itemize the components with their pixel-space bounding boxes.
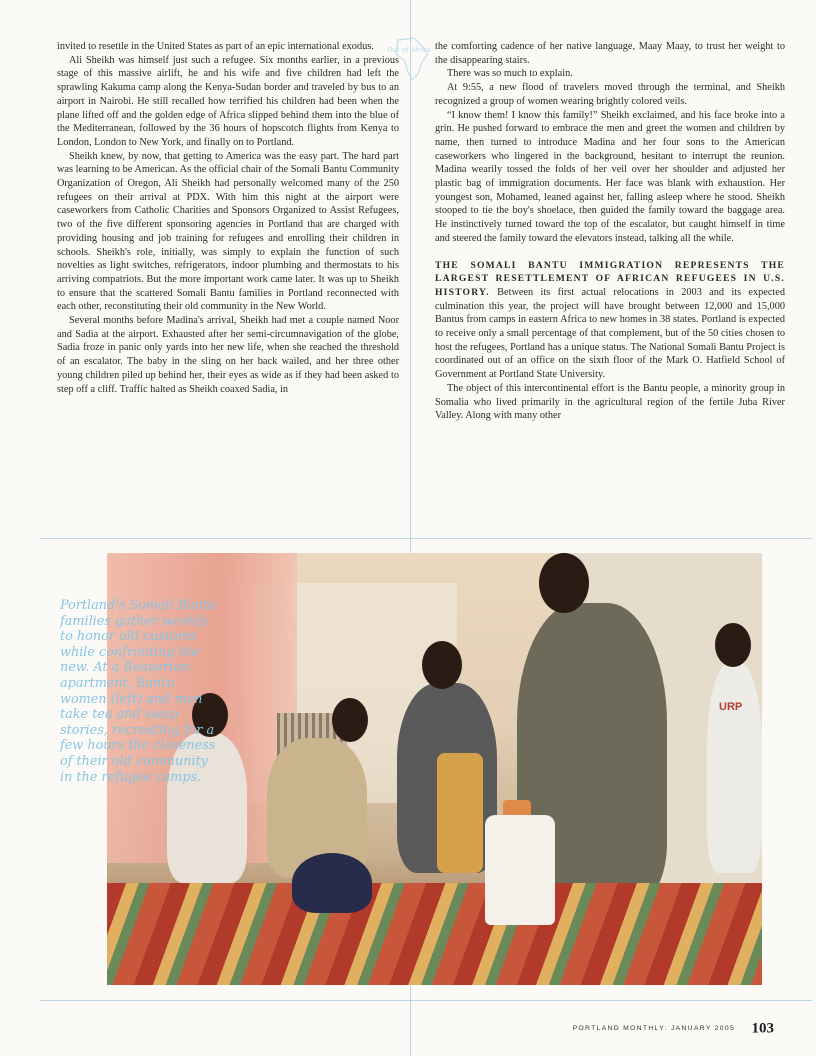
photo-milk-jug [485,815,555,925]
article-paragraph: the comforting cadence of her native language, Maay Maay, to trust her weight to the disappearing stairs. [435,41,785,66]
section-lead-body: Between its first actual relocations in 2003 and its expected culmination this year, the project will have brought between 12,000 and 15,000 Bantus from camps in eastern Africa to new homes in 38 states. Portland is expected to receive only a small percentage of that complement, but of the 50 cities chosen to host the refugees, Portland has a unique status. The National Somali Bantu Project is coordinated out of an office on the sixth floor of the Mark O. Hatfield School of Government at Portland State University. [435,286,785,381]
article-paragraph: At 9:55, a new flood of travelers moved through the terminal, and Sheikh recognized a group of women wearing brightly colored veils. [435,82,785,107]
section-lead-in: THE SOMALI BANTU IMMIGRATION REPRESENTS THE LARGEST RESETTLEMENT OF AFRICAN REFUGEES IN U.S. HISTORY. [435,259,785,298]
page-number: 103 [751,1020,774,1037]
right-column-top-paragraphs [435,40,785,246]
article-column-right [435,40,785,423]
article-paragraph: “I know them! I know this family!” Sheikh exclaimed, and his face broke into a grin. He pushed forward to embrace the men and greet the women and children by name, then turned to introduce Madina and her four sons to the American caseworkers who lingered in the background, hesitant to interrupt the reunion. Madina wearily tossed the folds of her veil over her shoulder and adjusted her plastic bag of immigration documents. Her face was blank with exhaustion. Her youngest son, Mohamed, leaned against her, falling asleep where he stood. Sheikh stooped to tie the boy's shoelace, then guided the family toward the baggage area. He instinctively turned toward the top of the escalator, but caught himself in time and steered the family toward the elevators instead, talking all the while. [435,109,785,244]
photo-shirt-text: URP [719,701,743,713]
photo-person-5 [707,663,762,873]
photo-bottom-rule [40,1000,812,1001]
photo-caption: Portland's Somali Bantu families gather weekly to honor old customs while confronting the new. At a Beaverton apartment, Bantu women (left) and men take tea and swap stories, recreating for a few hours the closeness of their old community in the refugee camps. [60,598,217,785]
photo-teapot [292,853,372,913]
photo-top-rule [40,538,812,539]
section-lead-paragraph [435,259,785,382]
article-paragraph: There was so much to explain. [447,68,573,80]
photo-rug [107,883,762,985]
article-paragraph: Ali Sheikh was himself just such a refugee. Six months earlier, in a previous stage of this massive airlift, he and his wife and five children had left the sprawling Kakuma camp along the Kenya-Sudan border and traveled by bus to an airport in Nairobi. He still recalled how terrified his children had been when the plane lifted off and the golden edge of Africa slipped behind them into the blue of the Mediterranean, followed by the 36 hours of hopscotch flights from Kenya to London, London to New York, and finally on to Portland. [57,54,399,148]
footer-publication: PORTLAND MONTHLY: JANUARY 2005 [572,1025,736,1033]
article-column-left [57,40,399,396]
photo-head-2 [332,698,368,742]
article-paragraph: Several months before Madina's arrival, Sheikh had met a couple named Noor and Sadia at the airport. Exhausted after her semi-circumnavigation of the globe, Sadia froze in panic only yards into her new life, when she reached the threshold of an escalator. The baby in the sling on her back wailed, and her three other young children piled up behind her, their eyes as wide as if they had been asked to step off a cliff. Traffic halted as Sheikh coaxed Sadia, in [57,315,399,395]
article-paragraph: Sheikh knew, by now, that getting to America was the easy part. The hard part was learning to be American. As the official chair of the Somali Bantu Community Organization of Oregon, Ali Sheikh had personally welcomed many of the 250 refugees on their arrival at PDX. With him this night at the airport were caseworkers from Catholic Charities and Sponsors Organized to Assist Refugees, two of the five different sponsoring agencies in Portland that are charged with providing housing and job training for refugees and enrolling their children in schools. Sheikh's role, initially, was simply to explain the function of such novelties as light switches, refrigerators, indoor plumbing and thermostats to his arriving compatriots. But the more important work came later. It was up to Sheikh to ensure that the scattered Somali Bantu families in Portland reconnected with each other, reconstituting their old community in the New World. [57,150,399,313]
article-paragraph: invited to resettle in the United States as part of an epic international exodus. [57,41,374,52]
logo-text: Out of Africa [387,46,431,54]
photo-thermos [437,753,483,873]
photo-head-3 [422,641,462,689]
photo-head-4 [539,553,589,613]
photo-head-5 [715,623,751,667]
right-column-bottom-paragraphs [435,382,785,423]
page-footer [573,1020,774,1038]
article-paragraph: The object of this intercontinental effort is the Bantu people, a minority group in Somalia who lived primarily in the agricultural region of the fertile Juba River Valley. Along with many other [435,382,785,422]
